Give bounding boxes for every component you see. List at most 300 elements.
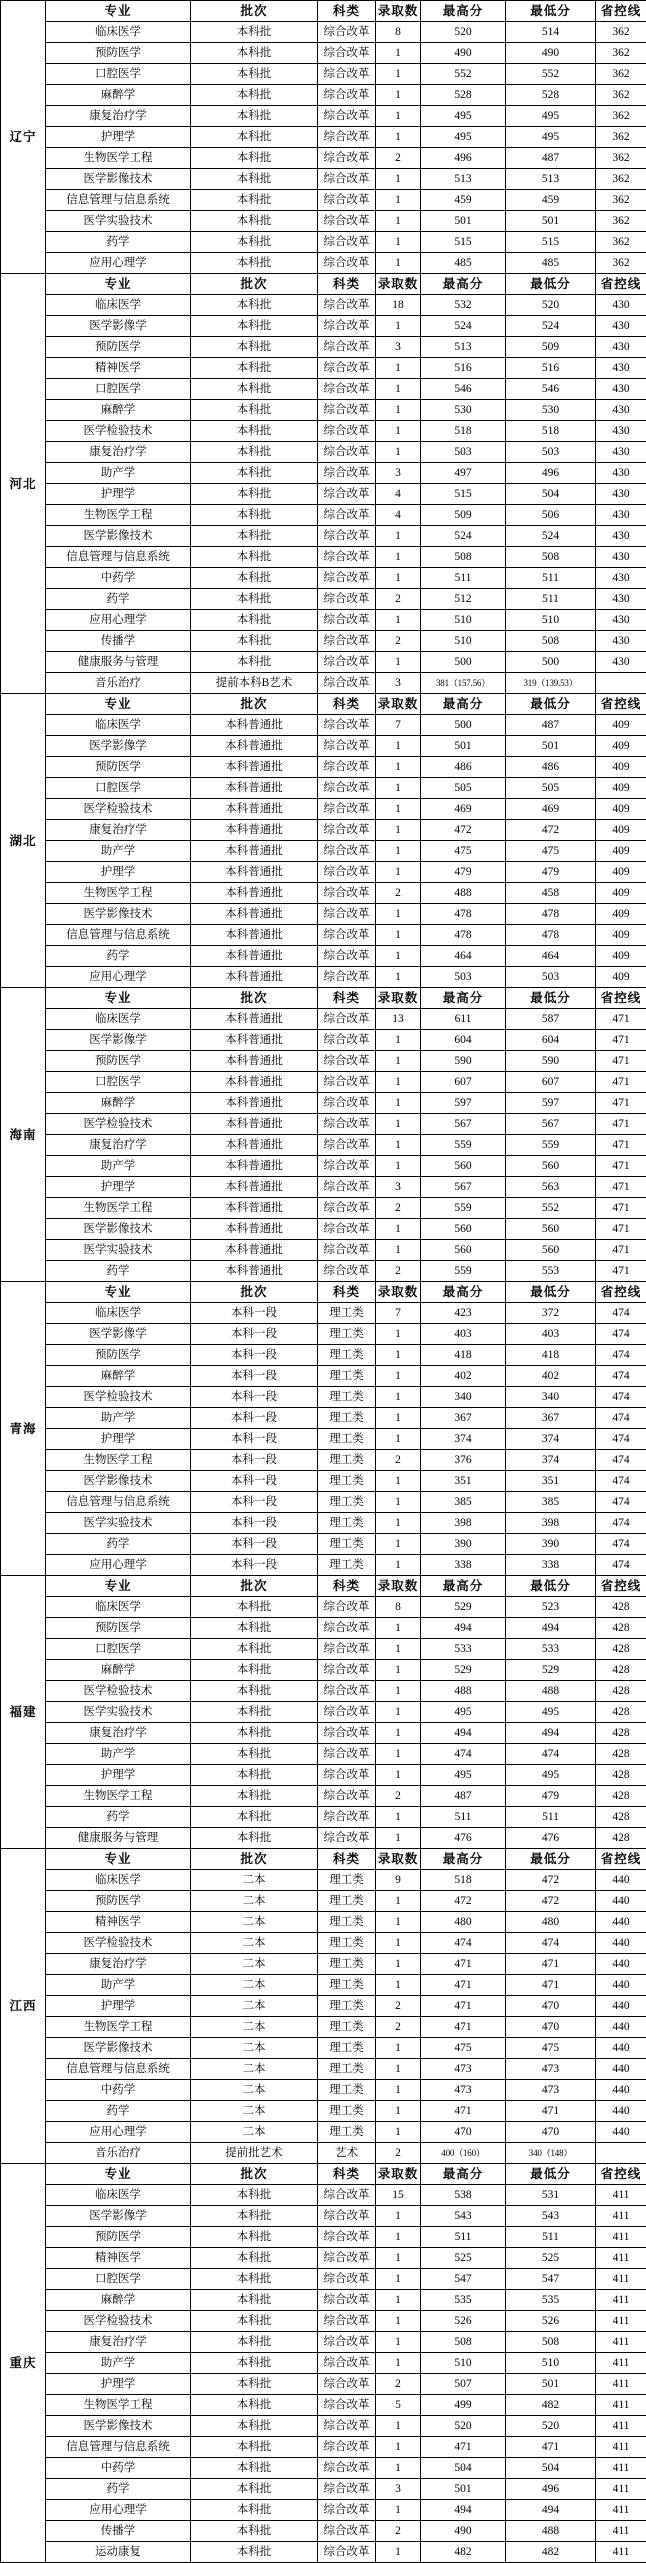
cell-low: 488 [506,2521,596,2542]
cell-low: 495 [506,106,596,127]
cell-count: 2 [376,589,421,610]
cell-major: 助产学 [46,463,191,484]
cell-high: 528 [421,85,506,106]
cell-batch: 本科批 [191,589,318,610]
column-header-1: 批次 [191,1849,318,1870]
cell-high: 518 [421,421,506,442]
cell-count: 3 [376,463,421,484]
cell-major: 药学 [46,2479,191,2500]
cell-major: 助产学 [46,1744,191,1765]
cell-high: 376 [421,1450,506,1471]
cell-type: 综合改革 [318,2248,376,2269]
cell-high: 469 [421,799,506,820]
cell-count: 1 [376,1030,421,1051]
cell-major: 精神医学 [46,1912,191,1933]
table-row [1,2395,646,2416]
cell-high: 367 [421,1408,506,1429]
cell-high: 508 [421,547,506,568]
column-header-1: 批次 [191,274,318,295]
cell-type: 综合改革 [318,1744,376,1765]
cell-batch: 本科批 [191,2416,318,2437]
cell-high: 524 [421,526,506,547]
column-header-2: 科类 [318,988,376,1009]
cell-line: 430 [596,442,646,463]
cell-batch: 本科普通批 [191,1177,318,1198]
province-label: 重庆 [1,2164,46,2563]
cell-batch: 本科批 [191,1765,318,1786]
table-row [1,610,646,631]
cell-line: 409 [596,946,646,967]
cell-count: 1 [376,1828,421,1849]
cell-batch: 本科批 [191,1807,318,1828]
column-header-4: 最高分 [421,274,506,295]
cell-high: 533 [421,1639,506,1660]
cell-low: 496 [506,463,596,484]
cell-line: 474 [596,1450,646,1471]
cell-batch: 本科批 [191,1681,318,1702]
cell-count: 2 [376,148,421,169]
cell-type: 综合改革 [318,631,376,652]
cell-high: 520 [421,2416,506,2437]
table-row [1,379,646,400]
cell-low: 473 [506,2080,596,2101]
cell-type: 理工类 [318,1492,376,1513]
cell-count: 15 [376,2185,421,2206]
cell-line: 440 [596,1954,646,1975]
cell-low: 509 [506,337,596,358]
cell-line: 471 [596,1261,646,1282]
cell-high: 515 [421,232,506,253]
cell-line: 411 [596,2269,646,2290]
cell-high: 418 [421,1345,506,1366]
cell-count: 2 [376,1996,421,2017]
cell-type: 综合改革 [318,148,376,169]
cell-count: 3 [376,2479,421,2500]
cell-low: 482 [506,2395,596,2416]
cell-batch: 本科批 [191,505,318,526]
cell-low: 552 [506,1198,596,1219]
cell-high: 538 [421,2185,506,2206]
table-row [1,1681,646,1702]
table-row [1,421,646,442]
cell-major: 医学检验技术 [46,2311,191,2332]
cell-low: 475 [506,2038,596,2059]
cell-major: 康复治疗学 [46,820,191,841]
cell-count: 2 [376,2143,421,2164]
cell-type: 理工类 [318,1891,376,1912]
column-header-5: 最低分 [506,1282,596,1303]
table-row [1,1471,646,1492]
cell-count: 1 [376,2437,421,2458]
cell-count: 1 [376,1639,421,1660]
cell-count: 1 [376,1744,421,1765]
cell-line: 471 [596,1030,646,1051]
cell-major: 麻醉学 [46,85,191,106]
cell-high: 474 [421,1933,506,1954]
cell-high: 547 [421,2269,506,2290]
cell-line: 430 [596,295,646,316]
cell-major: 医学影像学 [46,1324,191,1345]
cell-type: 理工类 [318,1513,376,1534]
cell-high: 559 [421,1261,506,1282]
cell-major: 精神医学 [46,2248,191,2269]
cell-batch: 本科批 [191,2248,318,2269]
table-row [1,1660,646,1681]
cell-low: 482 [506,2542,596,2563]
column-header-0: 专业 [46,274,191,295]
cell-count: 1 [376,568,421,589]
cell-major: 医学影像技术 [46,1471,191,1492]
cell-type: 综合改革 [318,2458,376,2479]
cell-line: 362 [596,106,646,127]
column-header-6: 省控线 [596,694,646,715]
cell-major: 药学 [46,1534,191,1555]
cell-batch: 本科批 [191,400,318,421]
cell-high: 501 [421,211,506,232]
cell-batch: 本科批 [191,232,318,253]
cell-line: 409 [596,862,646,883]
cell-high: 471 [421,1975,506,1996]
cell-batch: 本科批 [191,2185,318,2206]
cell-line: 411 [596,2227,646,2248]
column-header-4: 最高分 [421,694,506,715]
cell-batch: 二本 [191,2080,318,2101]
cell-low: 473 [506,2059,596,2080]
cell-line: 430 [596,610,646,631]
table-row [1,568,646,589]
cell-line: 411 [596,2542,646,2563]
cell-high: 478 [421,904,506,925]
cell-low: 504 [506,2458,596,2479]
cell-type: 综合改革 [318,2542,376,2563]
cell-type: 综合改革 [318,1828,376,1849]
cell-batch: 本科一段 [191,1429,318,1450]
cell-high: 504 [421,2458,506,2479]
cell-major: 护理学 [46,1765,191,1786]
cell-type: 综合改革 [318,1198,376,1219]
cell-low: 510 [506,2353,596,2374]
cell-high: 490 [421,43,506,64]
cell-batch: 二本 [191,1975,318,1996]
cell-type: 理工类 [318,1408,376,1429]
cell-major: 医学影像技术 [46,526,191,547]
cell-low: 508 [506,631,596,652]
cell-line: 440 [596,2101,646,2122]
cell-batch: 提前本科B艺术 [191,673,318,694]
cell-major: 中药学 [46,568,191,589]
cell-major: 康复治疗学 [46,1723,191,1744]
cell-low: 340 [506,1387,596,1408]
cell-type: 综合改革 [318,757,376,778]
cell-count: 1 [376,820,421,841]
cell-batch: 本科一段 [191,1366,318,1387]
cell-count: 1 [376,736,421,757]
cell-low: 471 [506,2101,596,2122]
cell-high: 495 [421,127,506,148]
cell-batch: 二本 [191,2038,318,2059]
cell-batch: 本科批 [191,1786,318,1807]
cell-high: 385 [421,1492,506,1513]
cell-line: 409 [596,925,646,946]
cell-type: 理工类 [318,2101,376,2122]
cell-batch: 本科批 [191,631,318,652]
cell-low: 528 [506,85,596,106]
cell-high: 473 [421,2080,506,2101]
cell-major: 临床医学 [46,1303,191,1324]
cell-type: 理工类 [318,1429,376,1450]
column-header-6: 省控线 [596,2164,646,2185]
cell-type: 理工类 [318,1450,376,1471]
cell-major: 预防医学 [46,43,191,64]
cell-batch: 二本 [191,1996,318,2017]
cell-high: 486 [421,757,506,778]
cell-type: 综合改革 [318,2437,376,2458]
cell-line: 474 [596,1345,646,1366]
cell-type: 综合改革 [318,358,376,379]
column-header-6: 省控线 [596,1282,646,1303]
cell-type: 综合改革 [318,1135,376,1156]
cell-type: 综合改革 [318,2395,376,2416]
cell-major: 护理学 [46,2374,191,2395]
cell-count: 1 [376,1513,421,1534]
cell-line: 362 [596,211,646,232]
cell-count: 13 [376,1009,421,1030]
cell-major: 预防医学 [46,1618,191,1639]
cell-high: 512 [421,589,506,610]
cell-major: 口腔医学 [46,778,191,799]
cell-count: 1 [376,1471,421,1492]
cell-type: 综合改革 [318,106,376,127]
cell-type: 综合改革 [318,2290,376,2311]
cell-count: 1 [376,1429,421,1450]
cell-high: 597 [421,1093,506,1114]
cell-low: 480 [506,1912,596,1933]
cell-batch: 本科普通批 [191,1240,318,1261]
cell-high: 560 [421,1240,506,1261]
column-header-4: 最高分 [421,1849,506,1870]
cell-batch: 本科普通批 [191,904,318,925]
column-header-3: 录取数 [376,1576,421,1597]
cell-high: 513 [421,169,506,190]
cell-count: 1 [376,1681,421,1702]
cell-low: 472 [506,1891,596,1912]
column-header-2: 科类 [318,274,376,295]
cell-high: 488 [421,1681,506,1702]
cell-line: 428 [596,1828,646,1849]
cell-batch: 本科普通批 [191,862,318,883]
cell-line: 430 [596,484,646,505]
cell-line: 428 [596,1786,646,1807]
cell-low: 372 [506,1303,596,1324]
cell-high: 381（157.56） [421,673,506,694]
cell-high: 510 [421,2353,506,2374]
table-row [1,2374,646,2395]
cell-line: 474 [596,1429,646,1450]
cell-high: 535 [421,2290,506,2311]
cell-count: 2 [376,2521,421,2542]
cell-batch: 本科普通批 [191,1030,318,1051]
cell-low: 529 [506,1660,596,1681]
cell-count: 3 [376,1177,421,1198]
cell-high: 470 [421,2122,506,2143]
cell-count: 7 [376,1303,421,1324]
table-row [1,358,646,379]
table-row [1,757,646,778]
cell-batch: 本科批 [191,1618,318,1639]
table-row [1,85,646,106]
cell-count: 1 [376,1555,421,1576]
cell-type: 综合改革 [318,421,376,442]
cell-type: 综合改革 [318,673,376,694]
cell-line: 362 [596,190,646,211]
cell-batch: 本科批 [191,295,318,316]
cell-batch: 二本 [191,2017,318,2038]
cell-count: 3 [376,337,421,358]
cell-high: 459 [421,190,506,211]
cell-type: 综合改革 [318,862,376,883]
table-row [1,22,646,43]
column-header-3: 录取数 [376,1849,421,1870]
cell-batch: 本科批 [191,1828,318,1849]
cell-count: 2 [376,883,421,904]
cell-type: 综合改革 [318,505,376,526]
cell-major: 生物医学工程 [46,148,191,169]
column-header-0: 专业 [46,694,191,715]
table-row [1,253,646,274]
cell-line: 430 [596,358,646,379]
cell-count: 1 [376,106,421,127]
cell-type: 综合改革 [318,1660,376,1681]
cell-high: 529 [421,1597,506,1618]
cell-line: 411 [596,2332,646,2353]
cell-type: 综合改革 [318,463,376,484]
cell-high: 501 [421,736,506,757]
cell-major: 药学 [46,2101,191,2122]
table-row [1,2416,646,2437]
cell-high: 472 [421,1891,506,1912]
cell-line: 440 [596,1891,646,1912]
cell-low: 505 [506,778,596,799]
cell-count: 1 [376,2311,421,2332]
cell-high: 525 [421,2248,506,2269]
cell-high: 473 [421,2059,506,2080]
cell-major: 康复治疗学 [46,1135,191,1156]
cell-count: 1 [376,610,421,631]
table-row [1,1261,646,1282]
table-row [1,799,646,820]
table-row [1,64,646,85]
group-header-row [1,988,646,1009]
table-row [1,1030,646,1051]
cell-high: 543 [421,2206,506,2227]
cell-major: 传播学 [46,631,191,652]
cell-batch: 本科批 [191,106,318,127]
cell-major: 医学影像学 [46,2206,191,2227]
cell-type: 理工类 [318,2017,376,2038]
cell-low: 501 [506,736,596,757]
cell-batch: 二本 [191,2059,318,2080]
cell-major: 应用心理学 [46,2500,191,2521]
cell-low: 488 [506,1681,596,1702]
cell-major: 护理学 [46,1177,191,1198]
cell-type: 综合改革 [318,589,376,610]
cell-count: 1 [376,1618,421,1639]
cell-high: 546 [421,379,506,400]
table-row [1,1450,646,1471]
cell-low: 469 [506,799,596,820]
cell-high: 472 [421,820,506,841]
cell-major: 运动康复 [46,2542,191,2563]
cell-high: 482 [421,2542,506,2563]
cell-line: 474 [596,1366,646,1387]
column-header-4: 最高分 [421,1282,506,1303]
cell-low: 513 [506,169,596,190]
cell-major: 临床医学 [46,295,191,316]
table-row [1,1093,646,1114]
cell-type: 综合改革 [318,400,376,421]
table-row [1,2017,646,2038]
table-row [1,2458,646,2479]
cell-high: 511 [421,568,506,589]
cell-count: 1 [376,442,421,463]
column-header-3: 录取数 [376,274,421,295]
column-header-3: 录取数 [376,988,421,1009]
cell-type: 综合改革 [318,1639,376,1660]
column-header-0: 专业 [46,1,191,22]
cell-high: 510 [421,610,506,631]
cell-high: 485 [421,253,506,274]
cell-line: 471 [596,1177,646,1198]
table-row [1,2311,646,2332]
cell-major: 医学影像技术 [46,2416,191,2437]
cell-batch: 本科批 [191,2269,318,2290]
cell-batch: 本科批 [191,85,318,106]
cell-major: 药学 [46,946,191,967]
cell-type: 综合改革 [318,946,376,967]
table-row [1,2101,646,2122]
cell-line: 409 [596,904,646,925]
column-header-6: 省控线 [596,1576,646,1597]
cell-line: 440 [596,1996,646,2017]
cell-low: 478 [506,904,596,925]
cell-low: 607 [506,1072,596,1093]
table-row [1,1324,646,1345]
cell-type: 理工类 [318,2080,376,2101]
cell-count: 1 [376,1240,421,1261]
cell-major: 信息管理与信息系统 [46,925,191,946]
table-row [1,148,646,169]
cell-high: 495 [421,1702,506,1723]
cell-count: 1 [376,358,421,379]
cell-major: 医学检验技术 [46,799,191,820]
cell-type: 综合改革 [318,778,376,799]
cell-batch: 本科批 [191,2458,318,2479]
cell-count: 1 [376,526,421,547]
cell-type: 综合改革 [318,883,376,904]
cell-count: 1 [376,841,421,862]
table-row [1,1996,646,2017]
cell-line: 430 [596,526,646,547]
cell-low: 470 [506,1996,596,2017]
table-row [1,778,646,799]
table-row [1,1408,646,1429]
cell-type: 综合改革 [318,2500,376,2521]
cell-type: 综合改革 [318,2353,376,2374]
column-header-4: 最高分 [421,2164,506,2185]
cell-line: 428 [596,1618,646,1639]
cell-count: 1 [376,43,421,64]
cell-count: 1 [376,2206,421,2227]
